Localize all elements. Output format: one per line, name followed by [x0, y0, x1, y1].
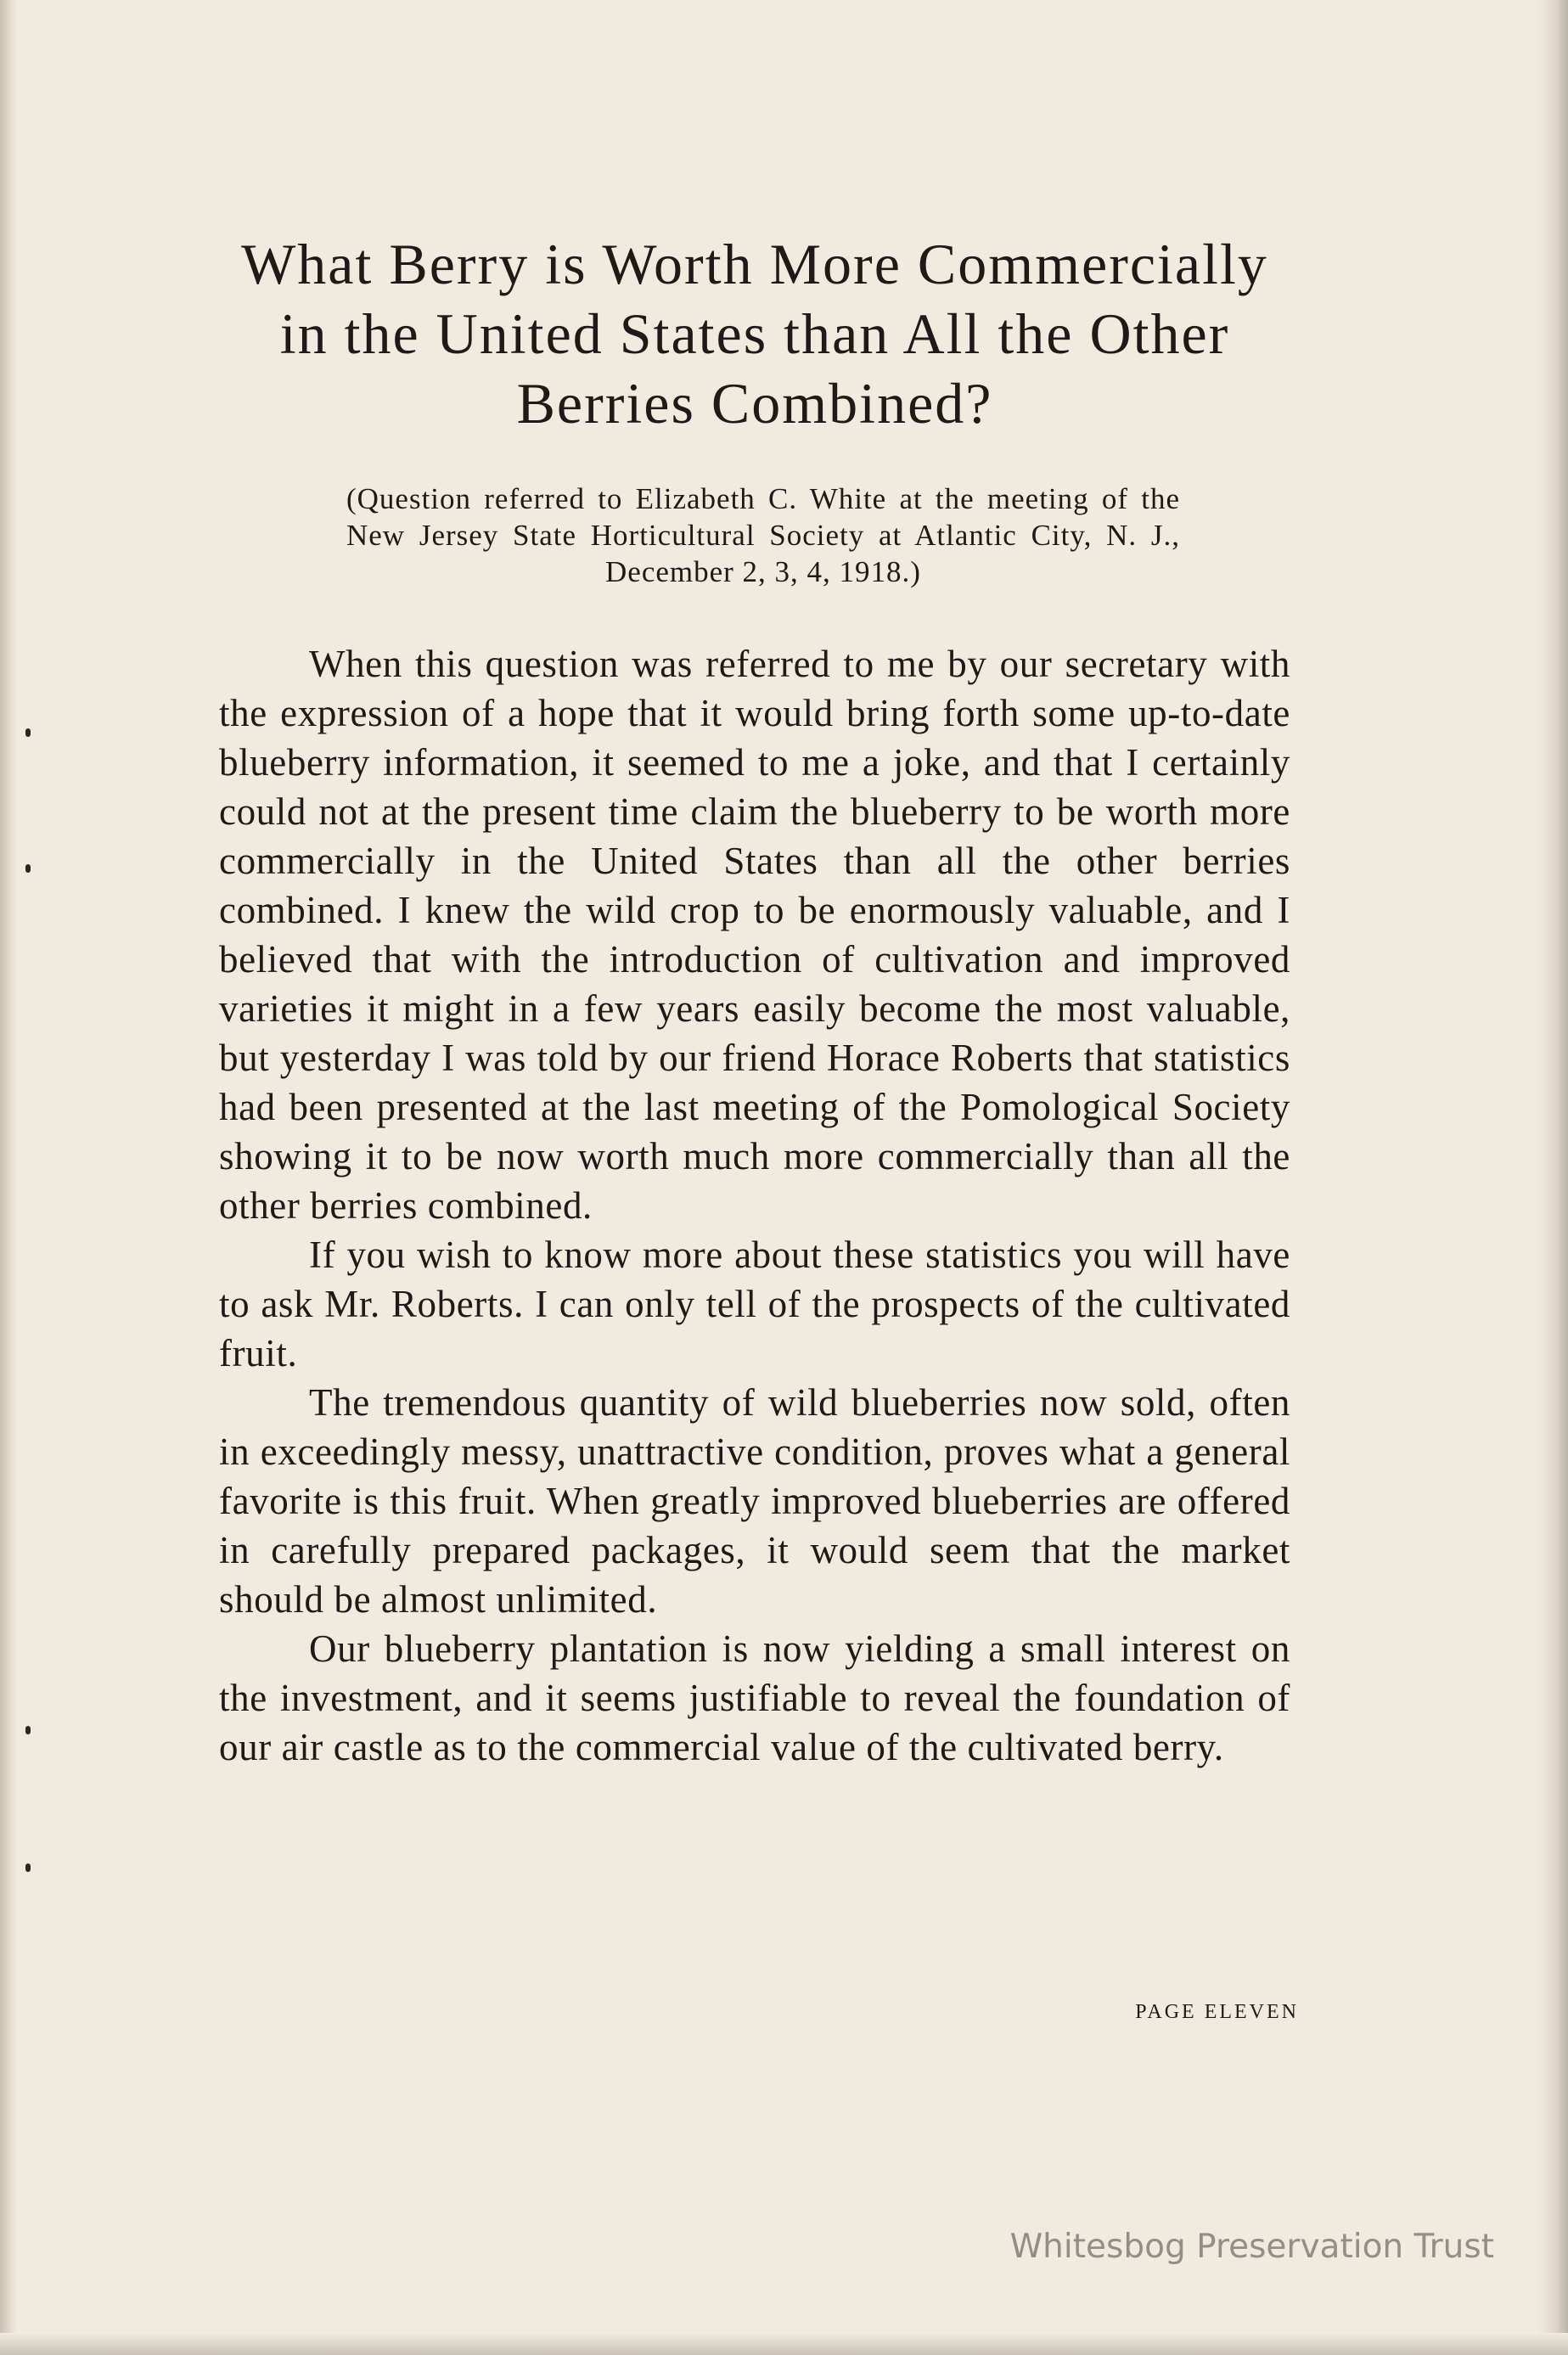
- article-subtitle: (Question referred to Elizabeth C. White at the meeting of the New Jersey State Horticultural Society at Atlantic City, N. J., December 2, 3, 4, 1918.): [346, 482, 1180, 588]
- paragraph: The tremendous quantity of wild blueberries now sold, often in exceedingly messy, unattractive condition, proves what a general favorite is this fruit. When greatly improved blueberries are offered in carefully prepared packages, it would seem that the market should be almost unlimited.: [219, 1381, 1290, 1621]
- paragraph: When this question was referred to me by our secretary with the expression of a hope that it would bring forth some up-to-date blueberry information, it seemed to me a joke, and that I certainly could not at the present time claim the blueberry to be worth more commercially in the United States than all the other berries combined. I knew the wild crop to be enormously valuable, and I believed that with the introduction of cultivation and improved varieties it might in a few years easily become the most valuable, but yesterday I was told by our friend Horace Roberts that statistics had been presented at the last meeting of the Pomological Society showing it to be now worth much more commercially than all the other berries combined.: [219, 643, 1290, 1227]
- watermark: Whitesbog Preservation Trust: [1009, 2228, 1494, 2266]
- binding-mark: [25, 1726, 31, 1734]
- binding-mark: [25, 864, 31, 873]
- binding-mark: [25, 1863, 31, 1872]
- page-number: PAGE ELEVEN: [1135, 2001, 1299, 2023]
- article-body: [219, 639, 1290, 1772]
- binding-mark: [25, 728, 31, 737]
- article: [219, 229, 1290, 1772]
- binding-spine: [0, 0, 17, 2355]
- page-edge: [1534, 0, 1568, 2355]
- article-title: What Berry is Worth More Commercially in the United States than All the Other Berries Combined?: [241, 232, 1268, 436]
- page-bottom-edge: [0, 2333, 1568, 2355]
- paragraph: Our blueberry plantation is now yielding a small interest on the investment, and it seems justifiable to reveal the foundation of our air castle as to the commercial value of the cultivated berry.: [219, 1627, 1290, 1768]
- paragraph: If you wish to know more about these statistics you will have to ask Mr. Roberts. I can only tell of the prospects of the cultivated fruit.: [219, 1234, 1290, 1374]
